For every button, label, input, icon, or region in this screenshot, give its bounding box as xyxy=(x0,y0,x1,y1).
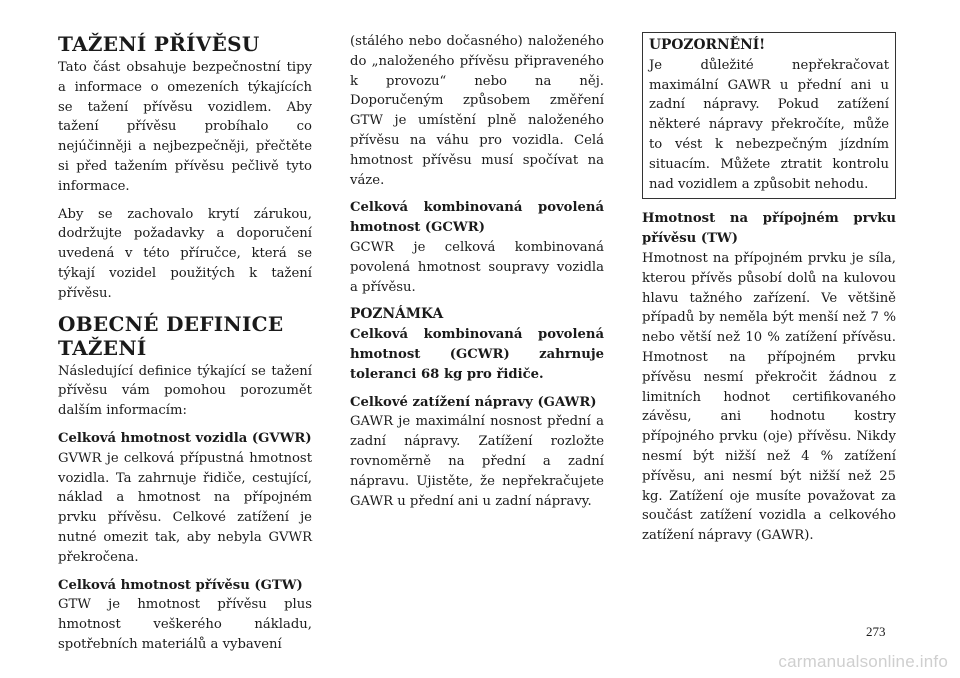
gcwr-title: Celková kombinovaná povolená hmotnost (GCWR) xyxy=(350,200,604,236)
gvwr-title: Celková hmotnost vozidla (GVWR) xyxy=(58,430,312,446)
warning-text: Je důležité nepřekračovat maximální GAWR u přední ani u zadní nápravy. Pokud zatížení některé nápravy překročíte, může to vést k nebezpečným jízdním situacím. Můžete ztratit kontrolu nad vozidlem a způsobit nehodu. xyxy=(649,57,889,192)
gcwr-text: GCWR je celková kombinovaná povolená hmotnost soupravy vozidla a přívěsu. xyxy=(350,239,604,295)
column-middle xyxy=(350,32,604,519)
gawr-text: GAWR je maximální nosnost přední a zadní nápravy. Zatížení rozložte rovnoměrně na přední a zadní nápravu. Ujistěte, že nepřekračujete GAWR u přední ani u zadní nápravy. xyxy=(350,414,604,509)
note-text: Celková kombinovaná povolená hmotnost (GCWR) zahrnuje toleranci 68 kg pro řidiče. xyxy=(350,327,604,382)
definitions-intro: Následující definice týkající se tažení přívěsu vám pomohou porozumět dalším informacím: xyxy=(58,363,312,419)
gtw-text: GTW je hmotnost přívěsu plus hmotnost veškerého nákladu, spotřebních materiálů a vybavení xyxy=(58,597,312,652)
tw-text: Hmotnost na přípojném prvku je síla, kterou přívěs působí dolů na kulovou hlavu tažného zařízení. Ve většině případů by neměla být menší než 7 % nebo větší než 10 % zatížení přívěsu. Hmotnost na přípojném prvku přívěsu nesmí překročit žádnou z limitních hodnot certifikovaného závěsu, ani hodnotu kostry přípojného prvku (oje) přívěsu. Nikdy nesmí být nižší než 4 % zatížení přívěsu, ani nesmí být nižší než 25 kg. Zatížení oje musíte považovat za součást zatížení vozidla a celkového zatížení nápravy (GAWR). xyxy=(642,250,896,544)
note-title: POZNÁMKA xyxy=(350,306,444,323)
column-left xyxy=(58,32,312,663)
warranty-paragraph: Aby se zachovalo krytí zárukou, dodržujte požadavky a doporučení uvedená v této příručce, která se týkají vozidel použitých k tažení přívěsu. xyxy=(58,206,312,301)
section-heading-towing: TAŽENÍ PŘÍVĚSU xyxy=(58,32,260,56)
column-right xyxy=(642,32,896,554)
page-number: 273 xyxy=(866,624,886,639)
warning-box xyxy=(642,32,896,199)
gtw-text-continued: (stálého nebo dočasného) naloženého do „naloženého přívěsu připraveného k provozu“ nebo na něj. Doporučeným způsobem změření GTW je umístění plně naloženého přívěsu na váhu pro vozidla. Celá hmotnost přívěsu musí spočívat na váze. xyxy=(350,34,604,188)
warning-title: UPOZORNĚNÍ! xyxy=(649,37,766,53)
section-heading-definitions: OBECNÉ DEFINICE TAŽENÍ xyxy=(58,311,284,360)
tw-title: Hmotnost na přípojném prvku přívěsu (TW) xyxy=(642,211,896,247)
intro-paragraph: Tato část obsahuje bezpečnostní tipy a informace o omezeních týkajících se tažení přívěsu vozidlem. Aby tažení přívěsu probíhalo co nejúčinněji a nejbezpečněji, přečtěte si před tažením přívěsu pečlivě tyto informace. xyxy=(58,60,312,194)
watermark: carmanualsonline.info xyxy=(778,652,948,671)
gawr-title: Celkové zatížení nápravy (GAWR) xyxy=(350,394,597,410)
gtw-title: Celková hmotnost přívěsu (GTW) xyxy=(58,577,303,593)
gvwr-text: GVWR je celková přípustná hmotnost vozidla. Ta zahrnuje řidiče, cestující, náklad a hmotnost na přípojném prvku přívěsu. Celkové zatížení je nutné omezit tak, aby nebyla GVWR překročena. xyxy=(58,450,312,565)
